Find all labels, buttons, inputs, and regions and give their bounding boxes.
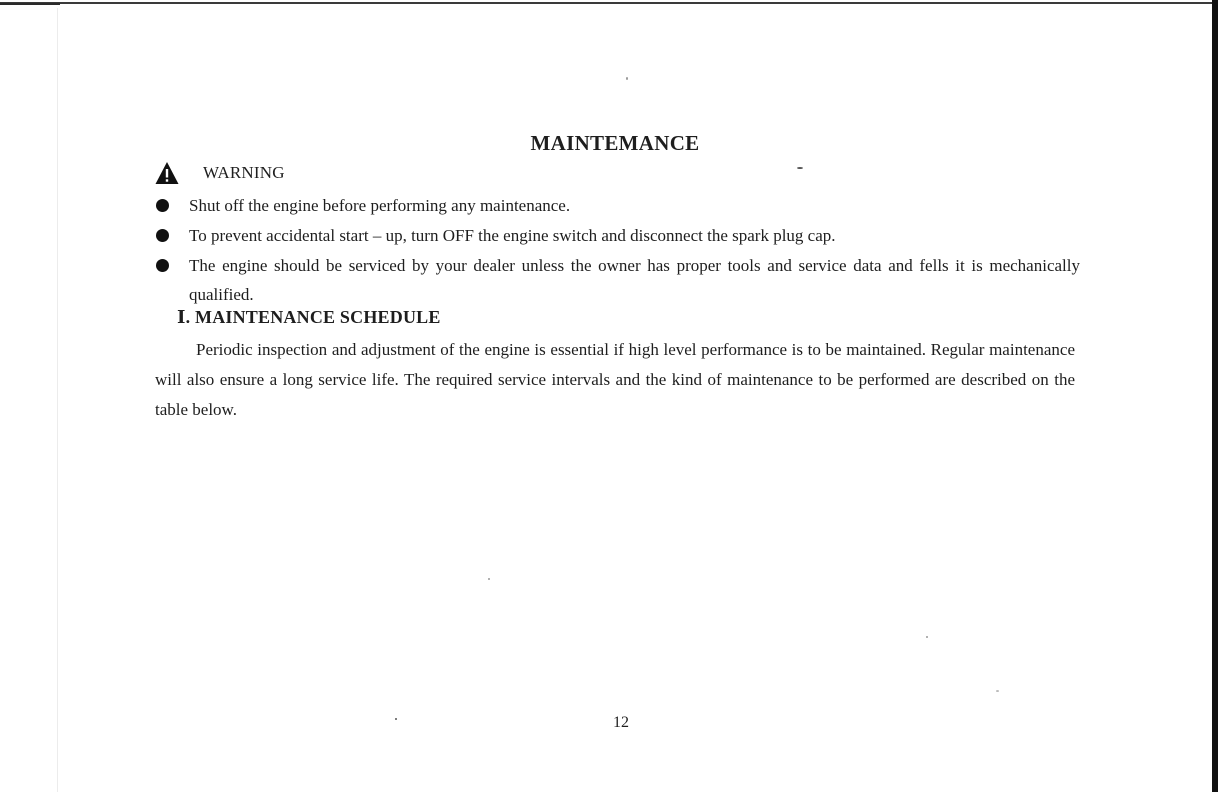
scan-speck	[488, 578, 490, 580]
scan-speck	[395, 718, 397, 720]
body-paragraph: Periodic inspection and adjustment of the engine is essential if high level performance is to be maintained. Regular maintenance will also ensure a long service life. The required service intervals and the kind of maintenance to be performed are described on the table below.	[155, 340, 1075, 419]
bullet-dot-icon	[156, 259, 169, 272]
list-item	[155, 251, 1080, 309]
top-border-line	[0, 2, 1212, 4]
scan-speck	[926, 636, 928, 638]
bullet-dot-icon	[156, 229, 169, 242]
left-margin-line	[57, 8, 58, 792]
bullet-dot-icon	[156, 199, 169, 212]
bullet-text: Shut off the engine before performing any maintenance.	[189, 196, 571, 215]
list-item	[155, 191, 1080, 220]
scan-speck	[626, 77, 628, 80]
right-page-edge	[1212, 0, 1218, 792]
bullet-text: To prevent accidental start – up, turn OFF the engine switch and disconnect the spark plug cap.	[189, 226, 836, 245]
section-heading: Ⅰ. MAINTENANCE SCHEDULE	[177, 307, 441, 327]
top-border-line-left	[0, 3, 60, 5]
warning-header	[155, 160, 285, 186]
page-number: 12	[613, 714, 629, 731]
list-item	[155, 221, 1080, 250]
scan-speck	[996, 690, 999, 692]
warning-label: WARNING	[203, 163, 285, 182]
warning-bullet-list	[155, 191, 1080, 310]
bullet-text: The engine should be serviced by your dealer unless the owner has proper tools and service data and fells it is mechanically qualified.	[189, 256, 1080, 304]
warning-triangle-icon	[155, 161, 179, 185]
page-title: MAINTEMANCE	[530, 131, 700, 155]
scan-speck	[797, 167, 803, 169]
